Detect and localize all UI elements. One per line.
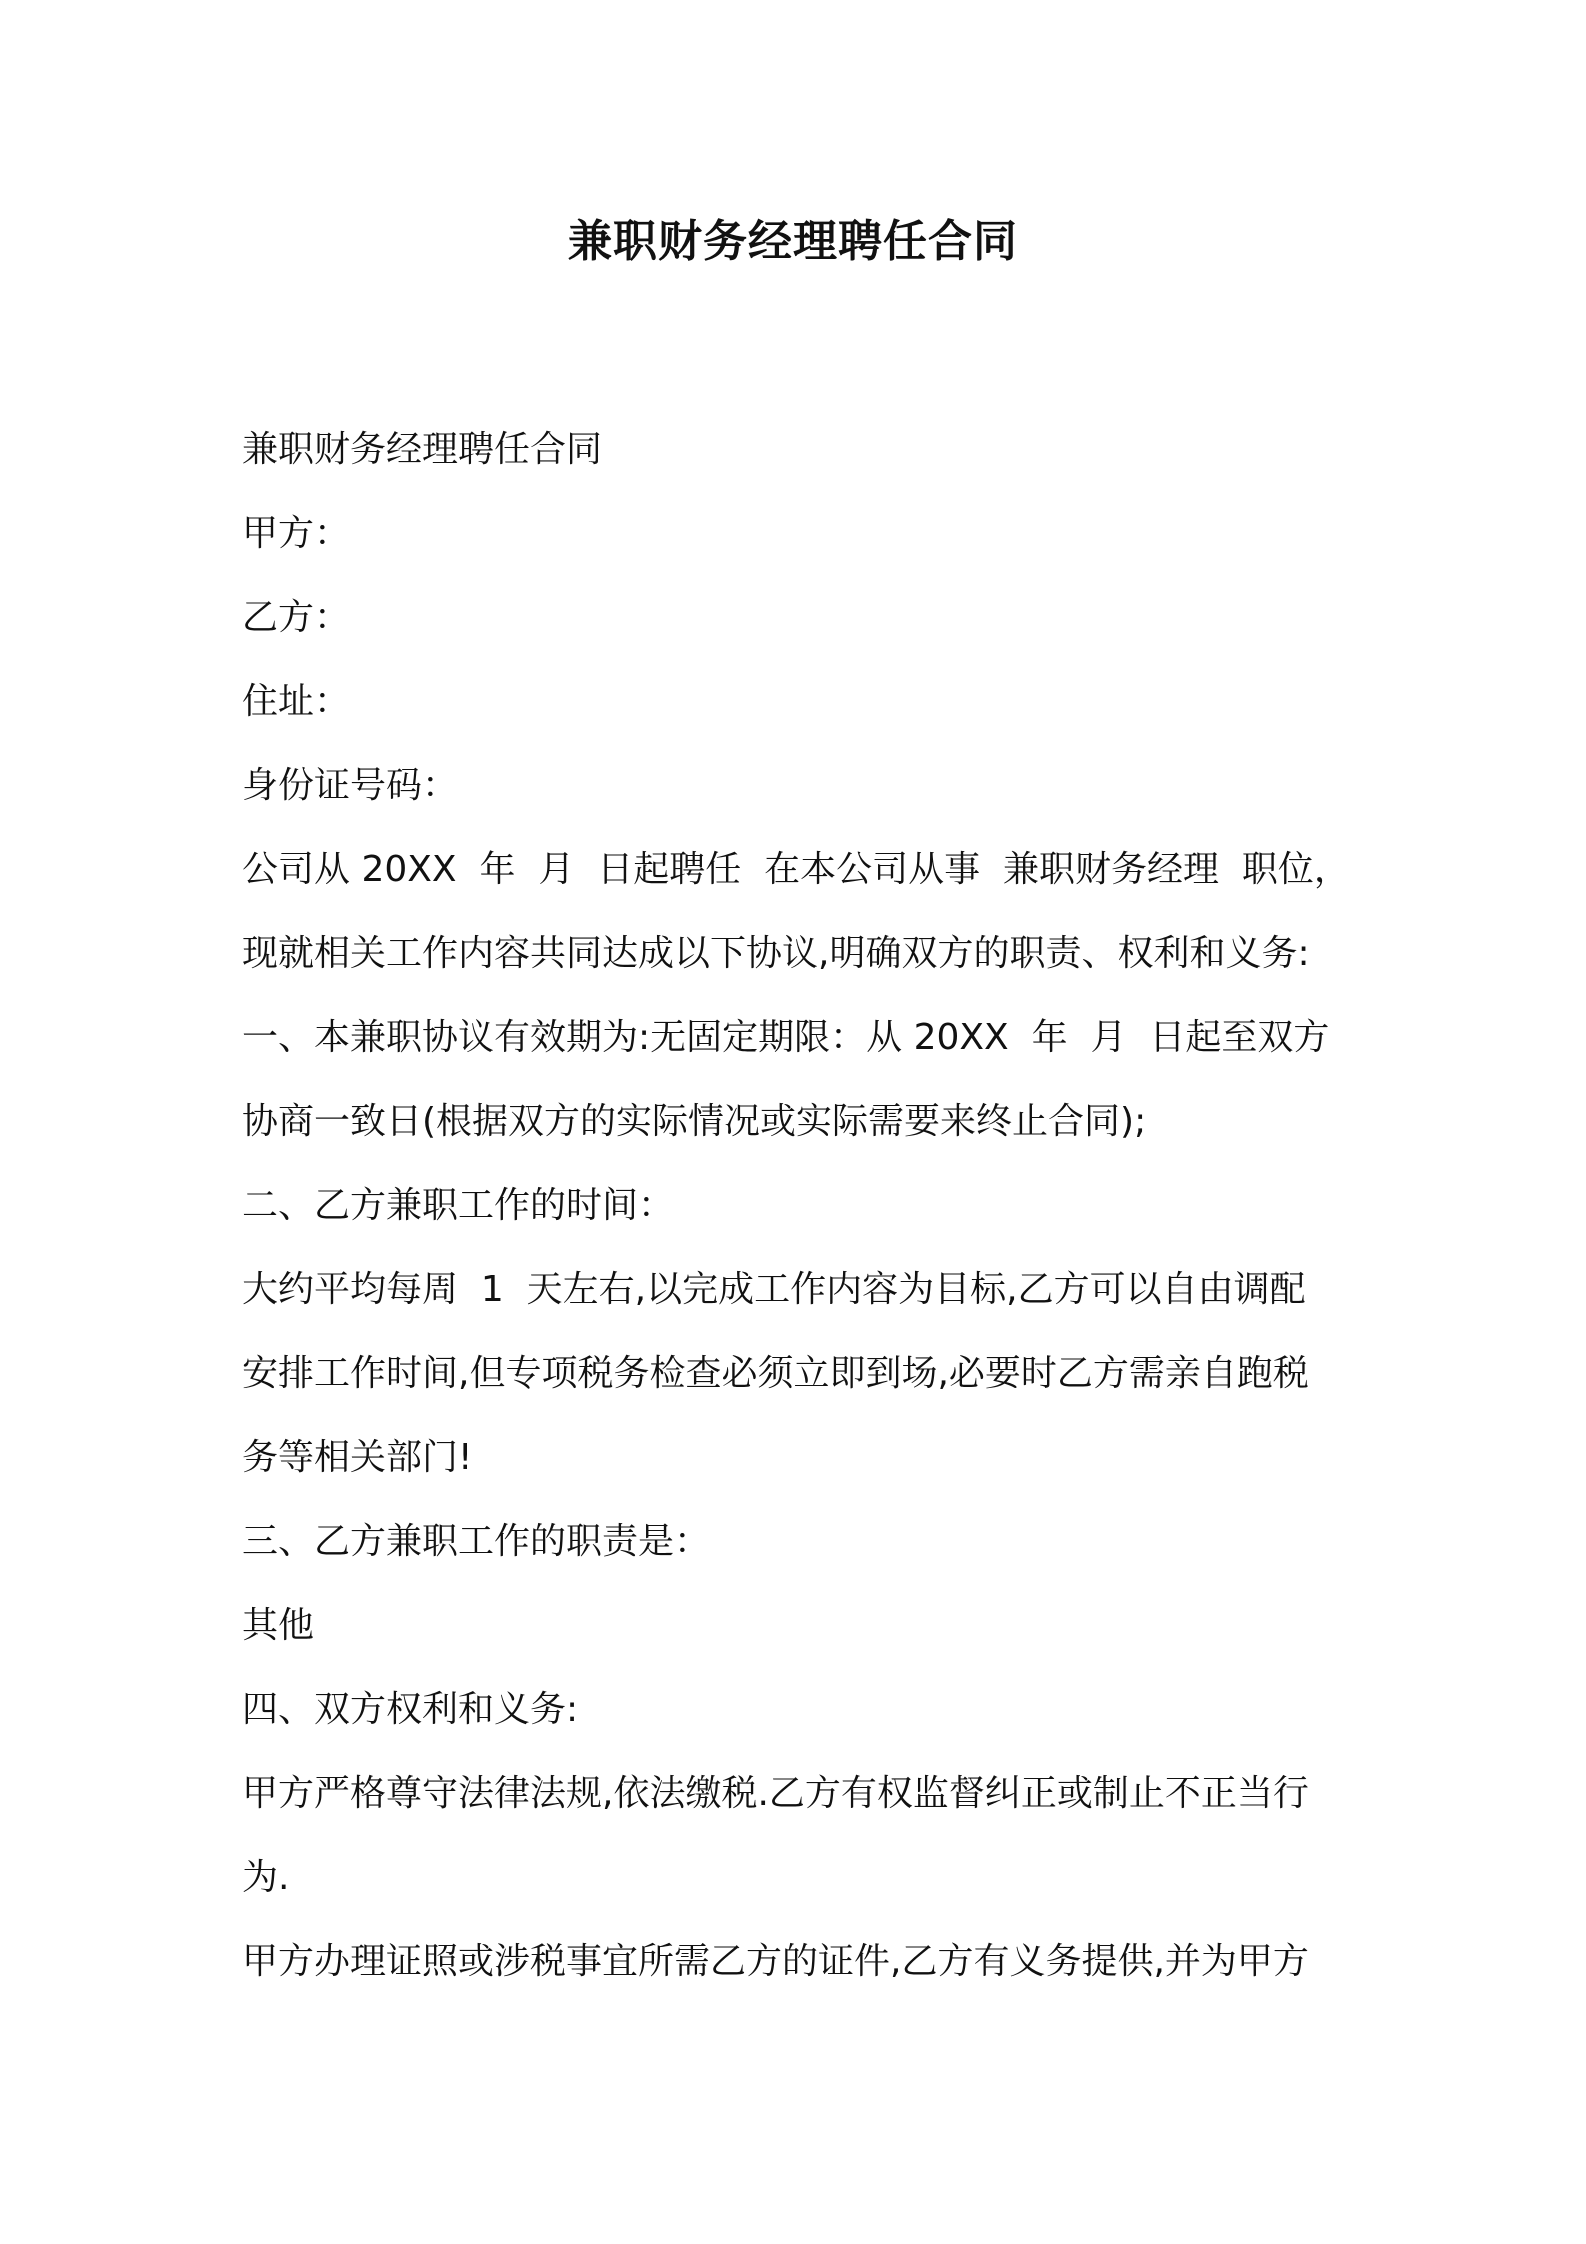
id-number-label: 身份证号码： (242, 765, 459, 806)
clause-2-line-3: 务等相关部门! (242, 1437, 473, 1478)
party-b-label: 乙方： (242, 597, 351, 638)
document-title: 兼职财务经理聘任合同 (568, 216, 1018, 267)
clause-4-line-3: 甲方办理证照或涉税事宜所需乙方的证件,乙方有义务提供,并为甲方 (242, 1941, 1309, 1982)
clause-3-line-1: 其他 (242, 1605, 315, 1646)
intro-line-1: 公司从 20XX 年 月 日起聘任 在本公司从事 兼职财务经理 职位， (242, 849, 1350, 890)
document-body (242, 408, 1362, 2004)
clause-4-line-2: 为. (242, 1857, 290, 1898)
clause-1-line-1: 一、本兼职协议有效期为:无固定期限：从 20XX 年 月 日起至双方 (242, 1017, 1330, 1058)
clause-4-line-1: 甲方严格尊守法律法规,依法缴税.乙方有权监督纠正或制止不正当行 (242, 1773, 1309, 1814)
clause-2-line-1: 大约平均每周 1 天左右,以完成工作内容为目标,乙方可以自由调配 (242, 1269, 1306, 1310)
clause-1-line-2: 协商一致日(根据双方的实际情况或实际需要来终止合同); (242, 1101, 1147, 1142)
party-a-label: 甲方： (242, 513, 351, 554)
clause-2-line-2: 安排工作时间,但专项税务检查必须立即到场,必要时乙方需亲自跑税 (242, 1353, 1309, 1394)
clause-3-heading: 三、乙方兼职工作的职责是： (242, 1521, 711, 1562)
address-label: 住址： (242, 681, 351, 722)
clause-2-heading: 二、乙方兼职工作的时间： (242, 1185, 675, 1226)
body-line-heading: 兼职财务经理聘任合同 (242, 429, 603, 470)
intro-line-2: 现就相关工作内容共同达成以下协议,明确双方的职责、权利和义务: (242, 933, 1310, 974)
clause-4-heading: 四、双方权利和义务: (242, 1689, 579, 1730)
